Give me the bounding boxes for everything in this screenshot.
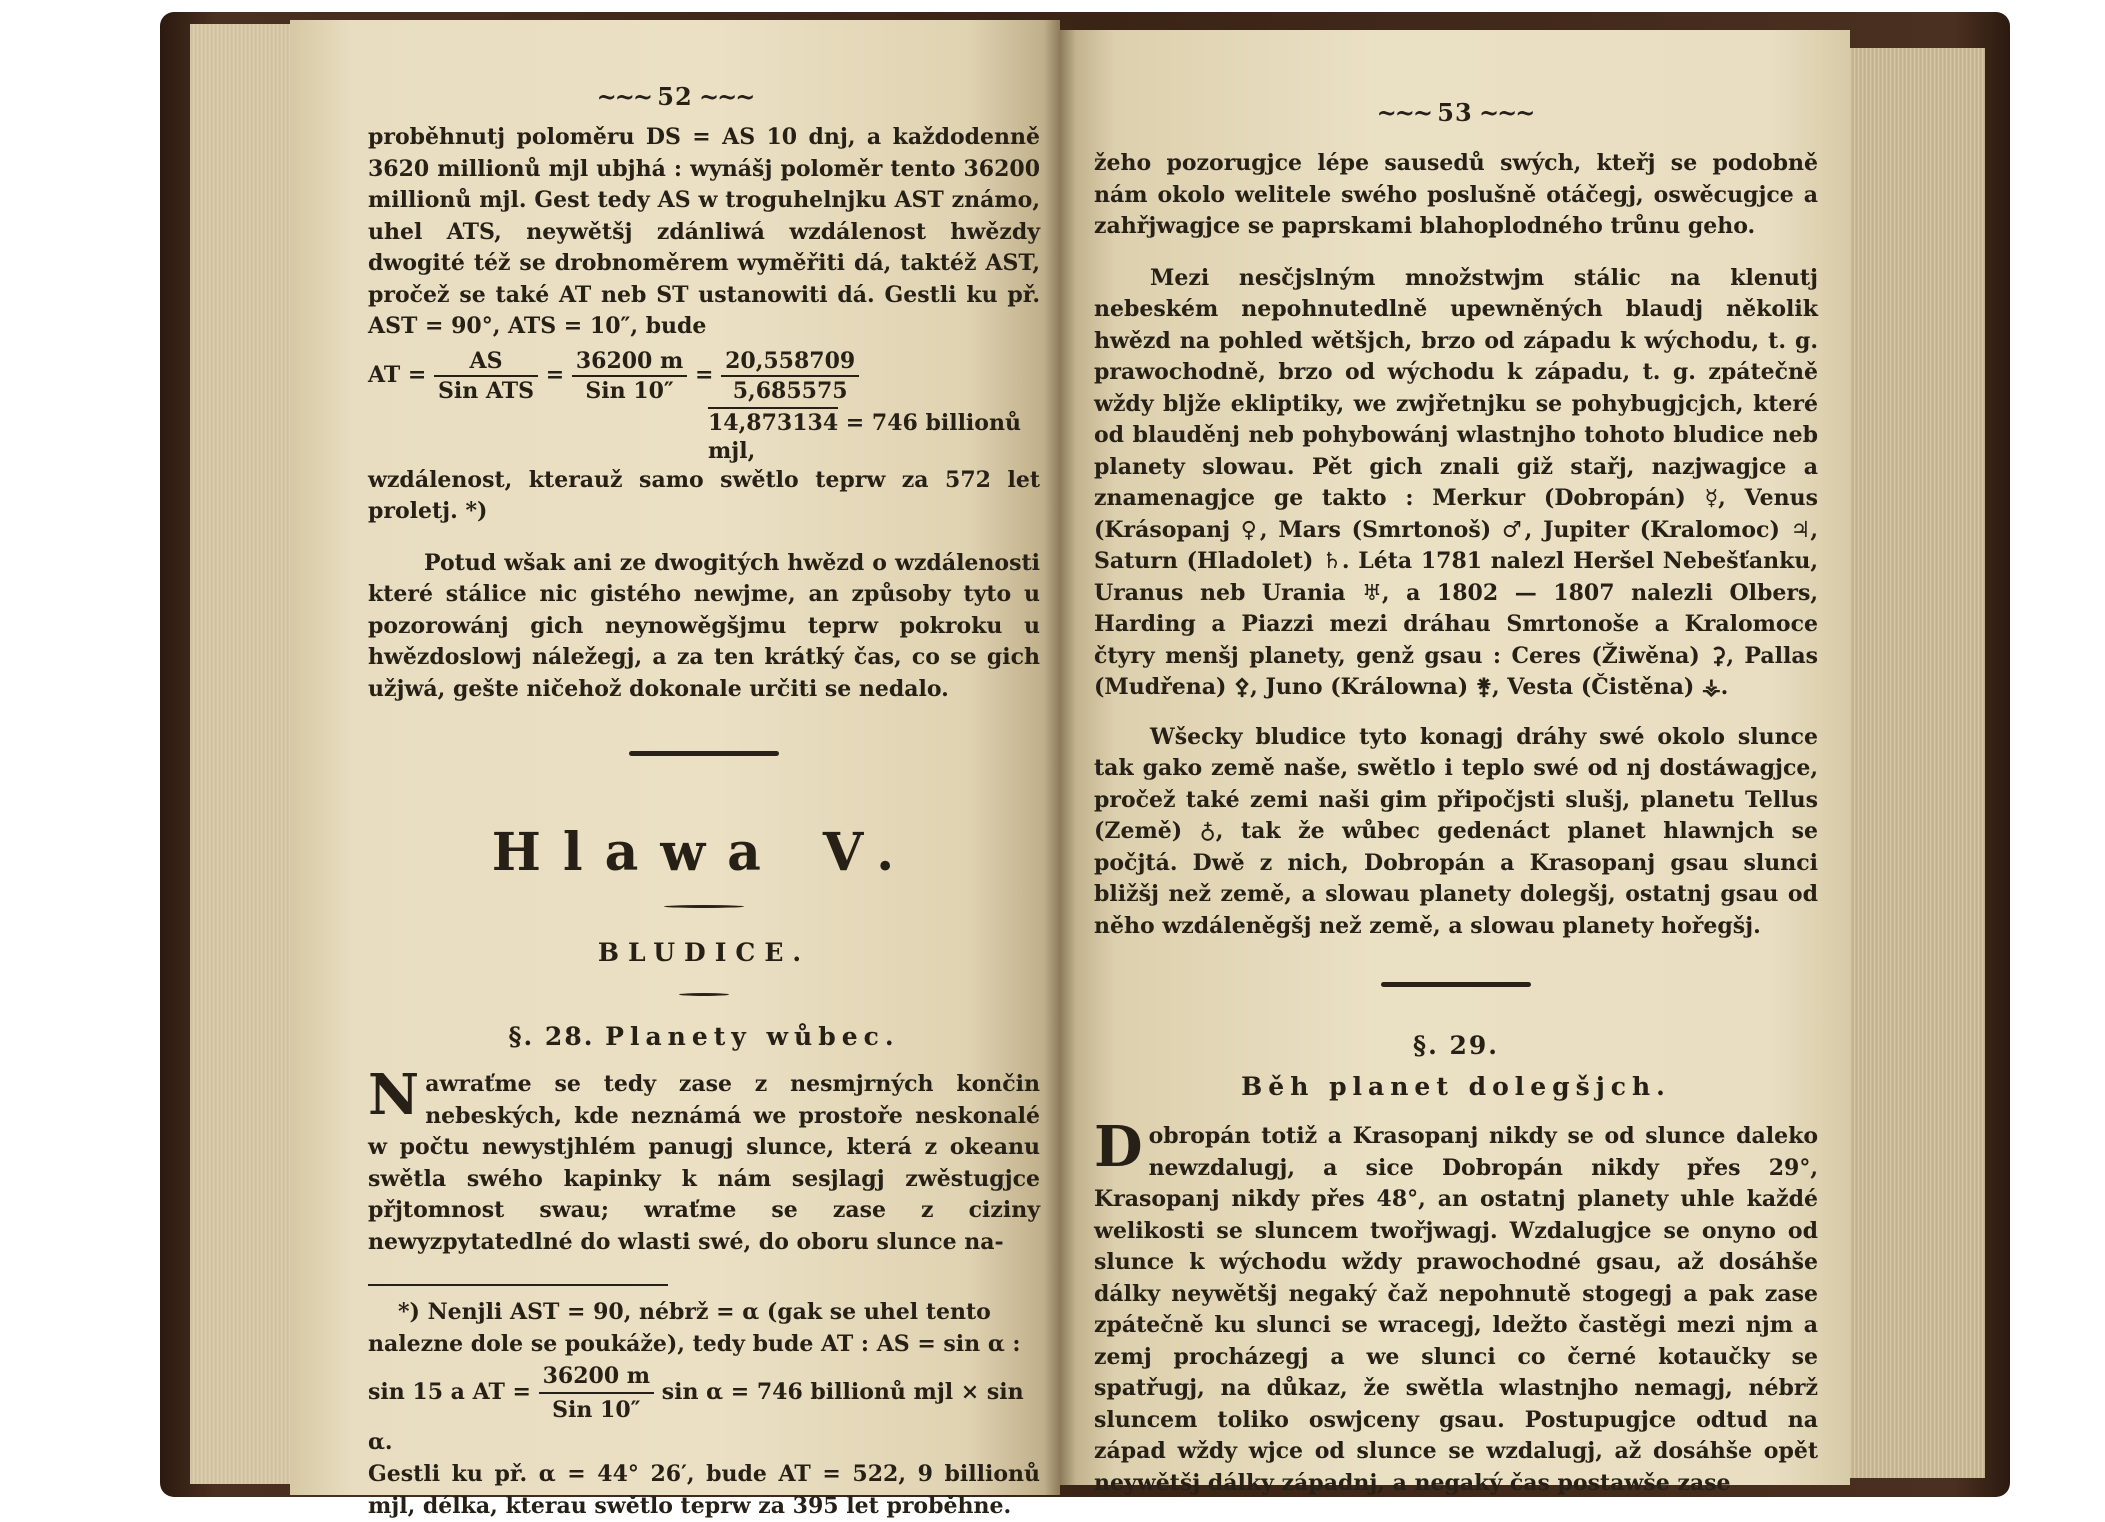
section-body xyxy=(1094,1114,1818,1499)
section-heading xyxy=(368,1022,1040,1051)
left-text-block xyxy=(368,122,1040,1522)
chapter-title: Hlawa V. xyxy=(491,822,917,883)
chapter-subtitle: BLUDICE. xyxy=(597,938,811,967)
footnote-line: *) Nenjli AST = 90, nébrž = α (gak se uhel tento nalezne dole se poukáže), tedy bude AT : AS = sin α : xyxy=(368,1299,1021,1357)
footnote-rule xyxy=(368,1284,668,1286)
paragraph: Wšecky bludice tyto konagj dráhy swé okolo slunce tak gako země naše, swětlo i teplo swé od nj dostáwagjce, pročež také zemi naši gim připočjsti slušj, planetu Tellus (Země) ♁, tak že wůbec gedenáct planet hlawnjch se počjtá. Dwě z nich, Dobropán a Krasopanj gsau slunci bližšj než země, a slowau planety dolegšj, ostatnj gsau od něho wzdáleněgšj než země, a slowau planety hořegšj. xyxy=(1094,723,1818,939)
fraction-denominator: Sin 10″ xyxy=(585,377,674,404)
footnote-formula-rhs: sin α = 746 billionů mjl × sin α. xyxy=(368,1379,1024,1455)
section-number: §. 28. xyxy=(508,1022,595,1051)
formula xyxy=(368,347,1040,465)
paragraph: Mezi nesčjslným množstwjm stálic na klenutj nebeském nepohnutedlně upewněných blaudj několik hwězd na pohled wětšjch, brzo od západu k wýchodu, t. g. prawochodně, brzo od wýchodu k západu, t. g. zpátečně wždy bljže ekliptiky, we zwjřetnjku se pohybugjcjch, které od blauděnj neb pohybowánj wlastnjho tohoto bludice neb planety slowau. Pět gich znali giž stařj, nazjwagjce a znamenagjce ge takto : Merkur (Dobropán) ☿, Venus (Krásopanj ♀, Mars (Smrtonoš) ♂, Jupiter (Kralomoc) ♃, Saturn (Hladolet) ♄. Léta 1781 nalezl Heršel Nebešťanku, Uranus neb Urania ♅, a 1802 — 1807 nalezli Olbers, Harding a Piazzi mezi dráhau Smrtonoše a Kralomoce čtyry menšj planety, genž gsau : Ceres (Žiwěna) ⚳, Pallas (Mudřena) ⚴, Juno (Králowna) ⚵, Vesta (Čistěna) ⚶. xyxy=(1094,264,1818,700)
fraction-denominator: 5,685575 xyxy=(732,377,848,404)
fraction xyxy=(572,347,687,405)
book-gutter xyxy=(1044,20,1076,1495)
footnote-formula-lhs: sin 15 a AT = xyxy=(368,1379,531,1405)
fraction-numerator: AS xyxy=(434,347,538,377)
fraction-denominator: Sin ATS xyxy=(438,377,535,404)
section-title: Běh planet dolegšjch. xyxy=(1241,1072,1671,1101)
footnote xyxy=(368,1284,1040,1522)
page-number: ~~~ 52 ~~~ xyxy=(596,82,754,111)
paragraph: wzdálenost, kterauž samo swětlo teprw za 572 let proletj. *) xyxy=(368,466,1040,524)
result-text: = 746 billionů mjl, xyxy=(708,409,1021,464)
page-edges-right xyxy=(1835,48,1985,1478)
formula-result xyxy=(368,407,1040,465)
drop-cap: N xyxy=(368,1062,420,1128)
page-number-text: 53 xyxy=(1437,98,1473,127)
fraction-numerator: 20,558709 xyxy=(721,347,859,377)
section-number: §. 29. xyxy=(1413,1031,1499,1060)
ornament xyxy=(679,993,729,996)
footnote-line: Gestli ku př. α = 44° 26′, bude AT = 522, 9 billionů mjl, délka, kterau swětlo teprw za 395 let proběhne. xyxy=(368,1461,1040,1519)
section-rule xyxy=(629,751,779,756)
page-number-text: 52 xyxy=(657,82,693,111)
paragraph: Potud wšak ani ze dwogitých hwězd o wzdálenosti které stálice nic gistého newjme, an způsoby tyto u pozorowánj gich neynowěgšjmu teprw pokroku u hwězdoslowj náležegj, a za ten krátký čas, co se gich užjwá, gešte ničehož dokonale určiti se nedalo. xyxy=(368,549,1040,702)
result-value: 14,873134 xyxy=(708,407,838,437)
right-page xyxy=(1060,30,1850,1496)
formula-lhs: AT = xyxy=(368,361,427,388)
section-title: Planety wůbec. xyxy=(605,1022,900,1051)
paragraph: žeho pozorugjce lépe sausedů swých, kteřj se podobně nám okolo welitele swého poslušně otáčegj, oswěcugjce a zahřjwagjce se paprskami blahoplodného trůnu geho. xyxy=(1094,150,1818,239)
fraction xyxy=(434,347,538,405)
equals: = xyxy=(694,361,714,388)
section-rule xyxy=(1381,982,1531,987)
section-body xyxy=(368,1062,1040,1258)
footnote-formula xyxy=(368,1360,1040,1458)
fraction-denominator: Sin 10″ xyxy=(552,1397,641,1423)
page-edges-left xyxy=(190,24,300,1484)
page-number: ~~~ 53 ~~~ xyxy=(1376,98,1534,127)
paragraph: awraťme se tedy zase z nesmjrných končin nebeských, kde neznámá we prostoře neskonalé w počtu newystjhlém panugj slunce, která z okeanu swětla swého kapinky k nám sesjlagj zwěstugjce přjtomnost swau; wraťme se zase z ciziny newyzpytatedlné do wlasti swé, do oboru slunce na- xyxy=(368,1071,1040,1255)
paragraph: obropán totiž a Krasopanj nikdy se od slunce daleko newzdalugj, a sice Dobropán nikdy přes 29°, Krasopanj nikdy přes 48°, an ostatnj planety uhle každé welikosti se sluncem twořjwagj. Wzdalugjce se onyno od slunce k wýchodu wždy prawochodné gsau, až dosáhše dálky neywětšj negaký čaž nepohnutě stogegj a pak zase zpátečně ku slunci se wracegj, ldežto častěgi mezi njm a zemj procházegj a we slunci co černé kotaučky se spatřugj, na důkaz, že swětla wlastnjho nemagj, nébrž sluncem toliko oswjceny gsau. Postupugjce odtud na západ wždy wjce od slunce se wzdalugj, až dosáhše opět neywětšj dálky západnj, a negaký čas postawše zase xyxy=(1094,1123,1818,1496)
left-page xyxy=(290,20,1060,1519)
drop-cap: D xyxy=(1094,1114,1143,1180)
fraction xyxy=(539,1360,654,1426)
fraction-numerator: 36200 m xyxy=(539,1360,654,1394)
paragraph: proběhnutj poloměru DS = AS 10 dnj, a každodenně 3620 millionů mjl ubjhá : wynášj poloměr tento 36200 millionů mjl. Gest tedy AS w troguhelnjku AST známo, uhel ATS, neywětšj zdánliwá wzdálenost hwězdy dwogité též se drobnoměrem wyměřiti dá, taktéž AST, pročež se také AT neb ST ustanowiti dá. Gestli ku př. AST = 90°, ATS = 10″, bude xyxy=(368,124,1040,339)
equals: = xyxy=(545,361,565,388)
fraction xyxy=(721,347,859,405)
fraction-numerator: 36200 m xyxy=(572,347,687,377)
ornament xyxy=(664,905,744,908)
right-text-block xyxy=(1094,148,1818,1499)
